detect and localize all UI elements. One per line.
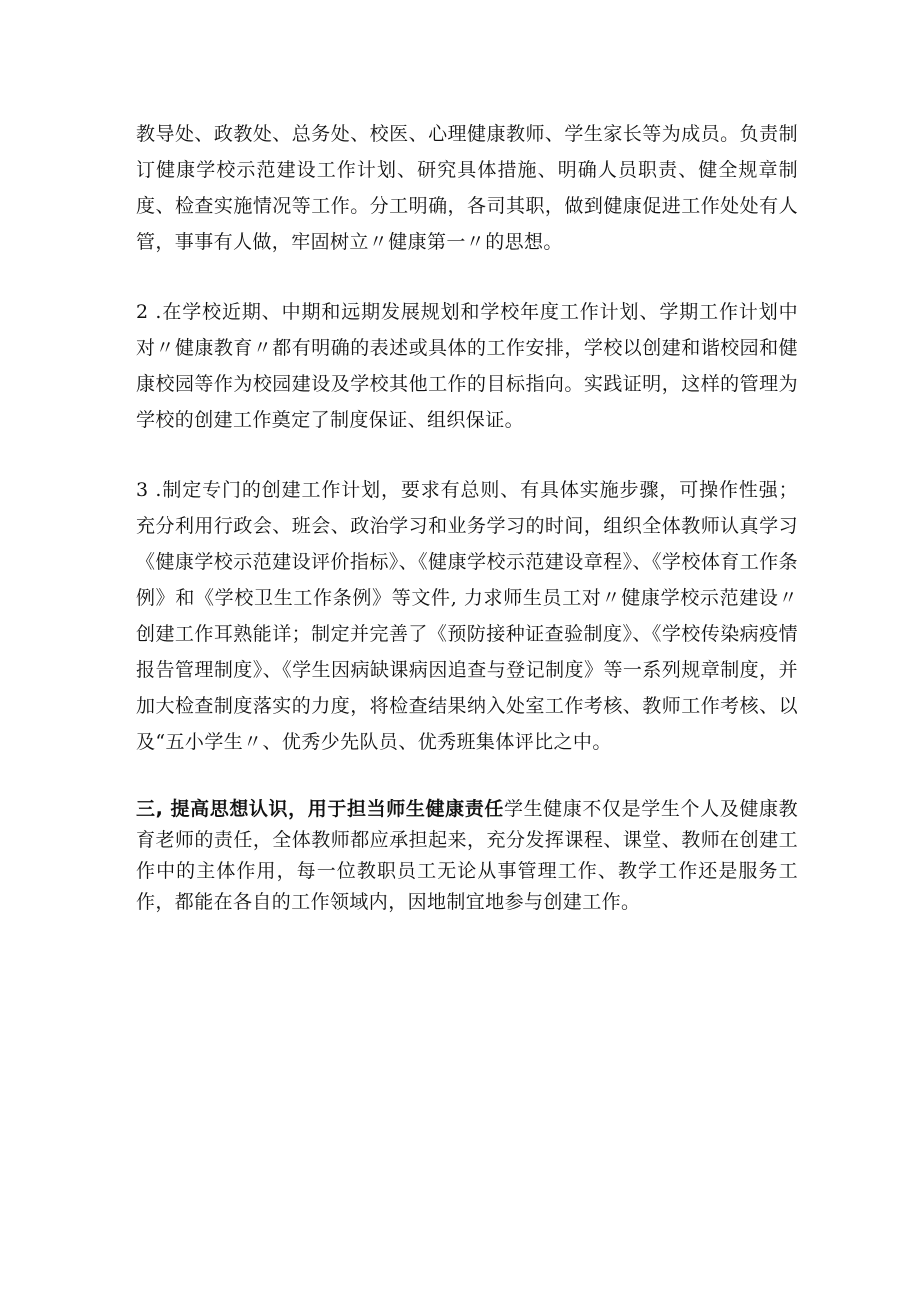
paragraph-2: 2 .在学校近期、中期和远期发展规划和学校年度工作计划、学期工作计划中对〃健康教育〃都有明确的表述或具体的工作安排，学校以创建和谐校园和健康校园等作为校园建设及学校其他工作的目标指向。实践证明，这样的管理为学校的创建工作奠定了制度保证、组织保证。 (136, 301, 798, 431)
section-heading: 三, 提高思想认识，用于担当师生健康责任 (136, 798, 504, 820)
document-body (136, 116, 798, 918)
paragraph-3: 3 .制定专门的创建工作计划，要求有总则、有具体实施步骤，可操作性强；充分利用行政会、班会、政治学习和业务学习的时间，组织全体教师认真学习《健康学校示范建设评价指标》、《健康学校示范建设章程》、《学校体育工作条例》和《学校卫生工作条例》等文件, 力求师生员工对〃健康学校示范建设〃创建工作耳熟能详；制定并完善了《预防接种证查验制度》、《学校传染病疫情报告管理制度》、《学生因病缺课病因追查与登记制度》等一系列规章制度，并加大检查制度落实的力度，将检查结果纳入处室工作考核、教师工作考核、以及“五小学生〃、优秀少先队员、优秀班集体评比之中。 (136, 479, 798, 753)
paragraph-4 (136, 794, 798, 918)
paragraph-1: 教导处、政教处、总务处、校医、心理健康教师、学生家长等为成员。负责制订健康学校示范建设工作计划、研究具体措施、明确人员职责、健全规章制度、检查实施情况等工作。分工明确，各司其职，做到健康促进工作处处有人管，事事有人做，牢固树立〃健康第一〃的思想。 (136, 123, 798, 253)
paragraph-4-text: 学生健康不仅是学生个人及健康教育老师的责任，全体教师都应承担起来，充分发挥课程、课堂、教师在创建工作中的主体作用，每一位教职员工无论从事管理工作、教学工作还是服务工作，都能在各自的工作领域内，因地制宜地参与创建工作。 (136, 798, 798, 913)
